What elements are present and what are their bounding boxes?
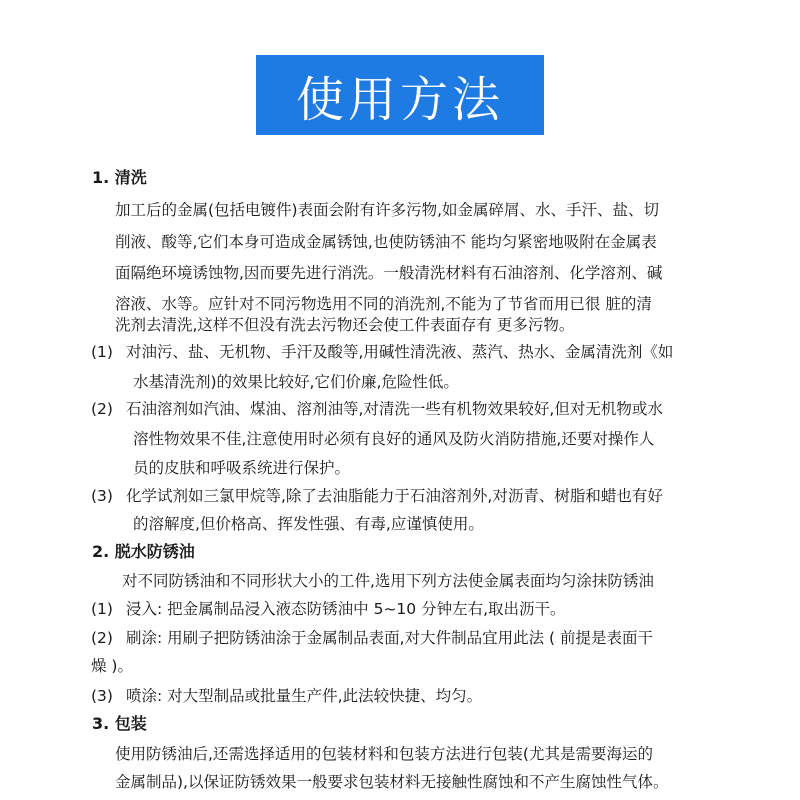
list-item-line: 对油污、盐、无机物、手汗及酸等,用碱性清洗液、蒸汽、热水、金属清洗剂《如 <box>126 343 674 361</box>
list-item-number: (1) <box>91 600 113 618</box>
list-item-line: 燥 )。 <box>91 657 133 675</box>
title-banner <box>256 55 544 135</box>
section-heading-dewatering-oil: 2. 脱水防锈油 <box>92 542 195 561</box>
list-item-line: 的溶解度,但价格高、挥发性强、有毒,应谨慎使用。 <box>133 515 484 533</box>
paragraph-line: 溶液、水等。应针对不同污物选用不同的消洗剂,不能为了节省而用已很 脏的清 <box>115 295 652 313</box>
list-item-line: 化学试剂如三氯甲烷等,除了去油脂能力于石油溶剂外,对沥青、树脂和蜡也有好 <box>126 487 663 505</box>
section-heading-packaging: 3. 包装 <box>92 714 147 733</box>
list-item-number: (2) <box>91 629 113 647</box>
list-item-line: 石油溶剂如汽油、煤油、溶剂油等,对清洗一些有机物效果较好,但对无机物或水 <box>126 400 663 418</box>
paragraph-line: 加工后的金属(包括电镀件)表面会附有许多污物,如金属碎屑、水、手汗、盐、切 <box>115 201 660 219</box>
list-item-line: 喷涂: 对大型制品或批量生产件,此法较快捷、均匀。 <box>126 687 483 705</box>
paragraph-line: 洗剂去清洗,这样不但没有洗去污物还会使工件表面存有 更多污物。 <box>115 316 575 334</box>
list-item-number: (2) <box>91 400 113 418</box>
paragraph-line: 对不同防锈油和不同形状大小的工件,选用下列方法使金属表面均匀涂抹防锈油 <box>122 572 654 590</box>
page-title: 使用方法 <box>295 71 504 128</box>
section-heading-cleaning: 1. 清洗 <box>92 168 147 187</box>
paragraph-line: 使用防锈油后,还需选择适用的包装材料和包装方法进行包装(尤其是需要海运的 <box>115 745 653 763</box>
paragraph-line: 金属制品),以保证防锈效果一般要求包装材料无接触性腐蚀和不产生腐蚀性气体。 <box>115 773 669 791</box>
list-item-number: (3) <box>91 687 113 705</box>
list-item-line: 溶性物效果不佳,注意使用时必须有良好的通风及防火消防措施,还要对操作人 <box>133 430 655 448</box>
list-item-line: 员的皮肤和呼吸系统进行保护。 <box>133 459 351 477</box>
list-item-line: 浸入: 把金属制品浸入液态防锈油中 5~10 分钟左右,取出沥干。 <box>126 600 566 618</box>
list-item-number: (1) <box>91 343 113 361</box>
paragraph-line: 面隔绝环境诱蚀物,因而要先进行消洗。一般清洗材料有石油溶剂、化学溶剂、碱 <box>115 264 663 282</box>
list-item-line: 水基清洗剂)的效果比较好,它们价廉,危险性低。 <box>133 373 459 391</box>
paragraph-line: 削液、酸等,它们本身可造成金属锈蚀,也使防锈油不 能均匀紧密地吸附在金属表 <box>115 233 657 251</box>
list-item-number: (3) <box>91 487 113 505</box>
list-item-line: 刷涂: 用刷子把防锈油涂于金属制品表面,对大件制品宜用此法 ( 前提是表面干 <box>126 629 653 647</box>
